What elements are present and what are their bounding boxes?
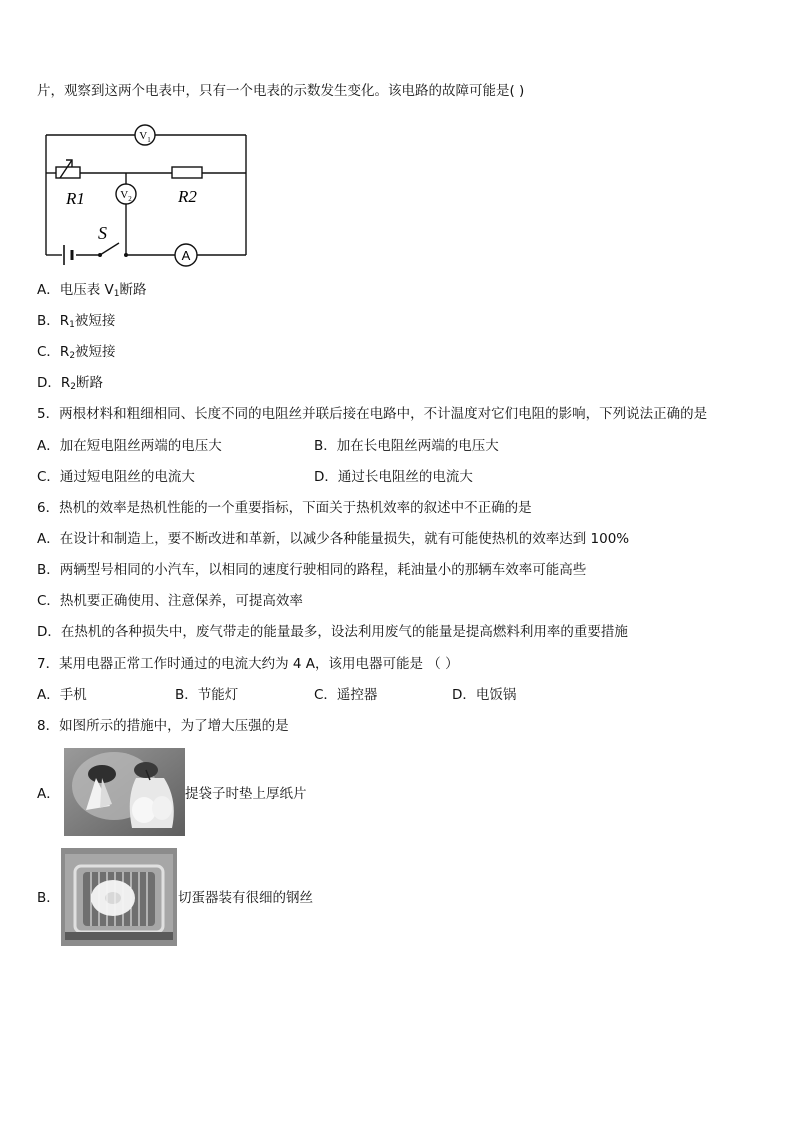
q4-option-b: B．$R_1$被短接 bbox=[37, 313, 116, 330]
q7-stem: 7．某用电器正常工作时通过的电流大约为 4 A，该用电器可能是 （ ） bbox=[37, 656, 459, 672]
q4-option-a: A．电压表 $V_1$断路 bbox=[37, 282, 147, 299]
egg-slicer-photo bbox=[61, 848, 177, 946]
q7-option-c: C．遥控器 bbox=[314, 687, 378, 703]
q7-option-b: B．节能灯 bbox=[175, 687, 239, 703]
q5-option-b: B．加在长电阻丝两端的电压大 bbox=[314, 438, 499, 454]
q7-option-a: A．手机 bbox=[37, 687, 87, 703]
q6-option-a: A．在设计和制造上，要不断改进和革新，以减少各种能量损失，就有可能使热机的效率达到 100% bbox=[37, 531, 630, 547]
q5-stem: 5．两根材料和粗细相同、长度不同的电阻丝并联后接在电路中，不计温度对它们电阻的影响，下列说法正确的是 bbox=[37, 406, 708, 422]
q6-option-c: C．热机要正确使用、注意保养，可提高效率 bbox=[37, 593, 303, 609]
q8-option-b-caption: 切蛋器装有很细的钢丝 bbox=[178, 890, 313, 906]
q6-option-d: D．在热机的各种损失中，废气带走的能量最多，设法利用废气的能量是提高燃料利用率的重要措施 bbox=[37, 624, 628, 640]
q6-stem: 6．热机的效率是热机性能的一个重要指标，下面关于热机效率的叙述中不正确的是 bbox=[37, 500, 532, 516]
r2-label: R2 bbox=[178, 187, 197, 206]
q7-option-d: D．电饭锅 bbox=[452, 687, 517, 703]
r1-label: R1 bbox=[66, 189, 85, 208]
v1-label: $V_1$ bbox=[139, 130, 151, 144]
switch-label: S bbox=[98, 223, 107, 243]
v2-label: $V_2$ bbox=[120, 189, 132, 203]
bag-handle-photo bbox=[64, 748, 185, 836]
ammeter-label: A bbox=[181, 248, 191, 263]
q8-option-a-letter: A． bbox=[37, 786, 60, 802]
circuit-diagram bbox=[40, 118, 255, 270]
q4-stem-continuation: 片，观察到这两个电表中，只有一个电表的示数发生变化。该电路的故障可能是( ) bbox=[37, 83, 525, 99]
q8-option-a-caption: 提袋子时垫上厚纸片 bbox=[185, 786, 307, 802]
q8-option-b-letter: B． bbox=[37, 890, 60, 906]
q6-option-b: B．两辆型号相同的小汽车，以相同的速度行驶相同的路程，耗油量小的那辆车效率可能高些 bbox=[37, 562, 587, 578]
q4-option-c: C．$R_2$被短接 bbox=[37, 344, 116, 361]
q5-option-d: D．通过长电阻丝的电流大 bbox=[314, 469, 473, 485]
q4-option-d: D．$R_2$断路 bbox=[37, 375, 104, 392]
q5-option-a: A．加在短电阻丝两端的电压大 bbox=[37, 438, 222, 454]
q8-stem: 8．如图所示的措施中，为了增大压强的是 bbox=[37, 718, 289, 734]
q5-option-c: C．通过短电阻丝的电流大 bbox=[37, 469, 195, 485]
